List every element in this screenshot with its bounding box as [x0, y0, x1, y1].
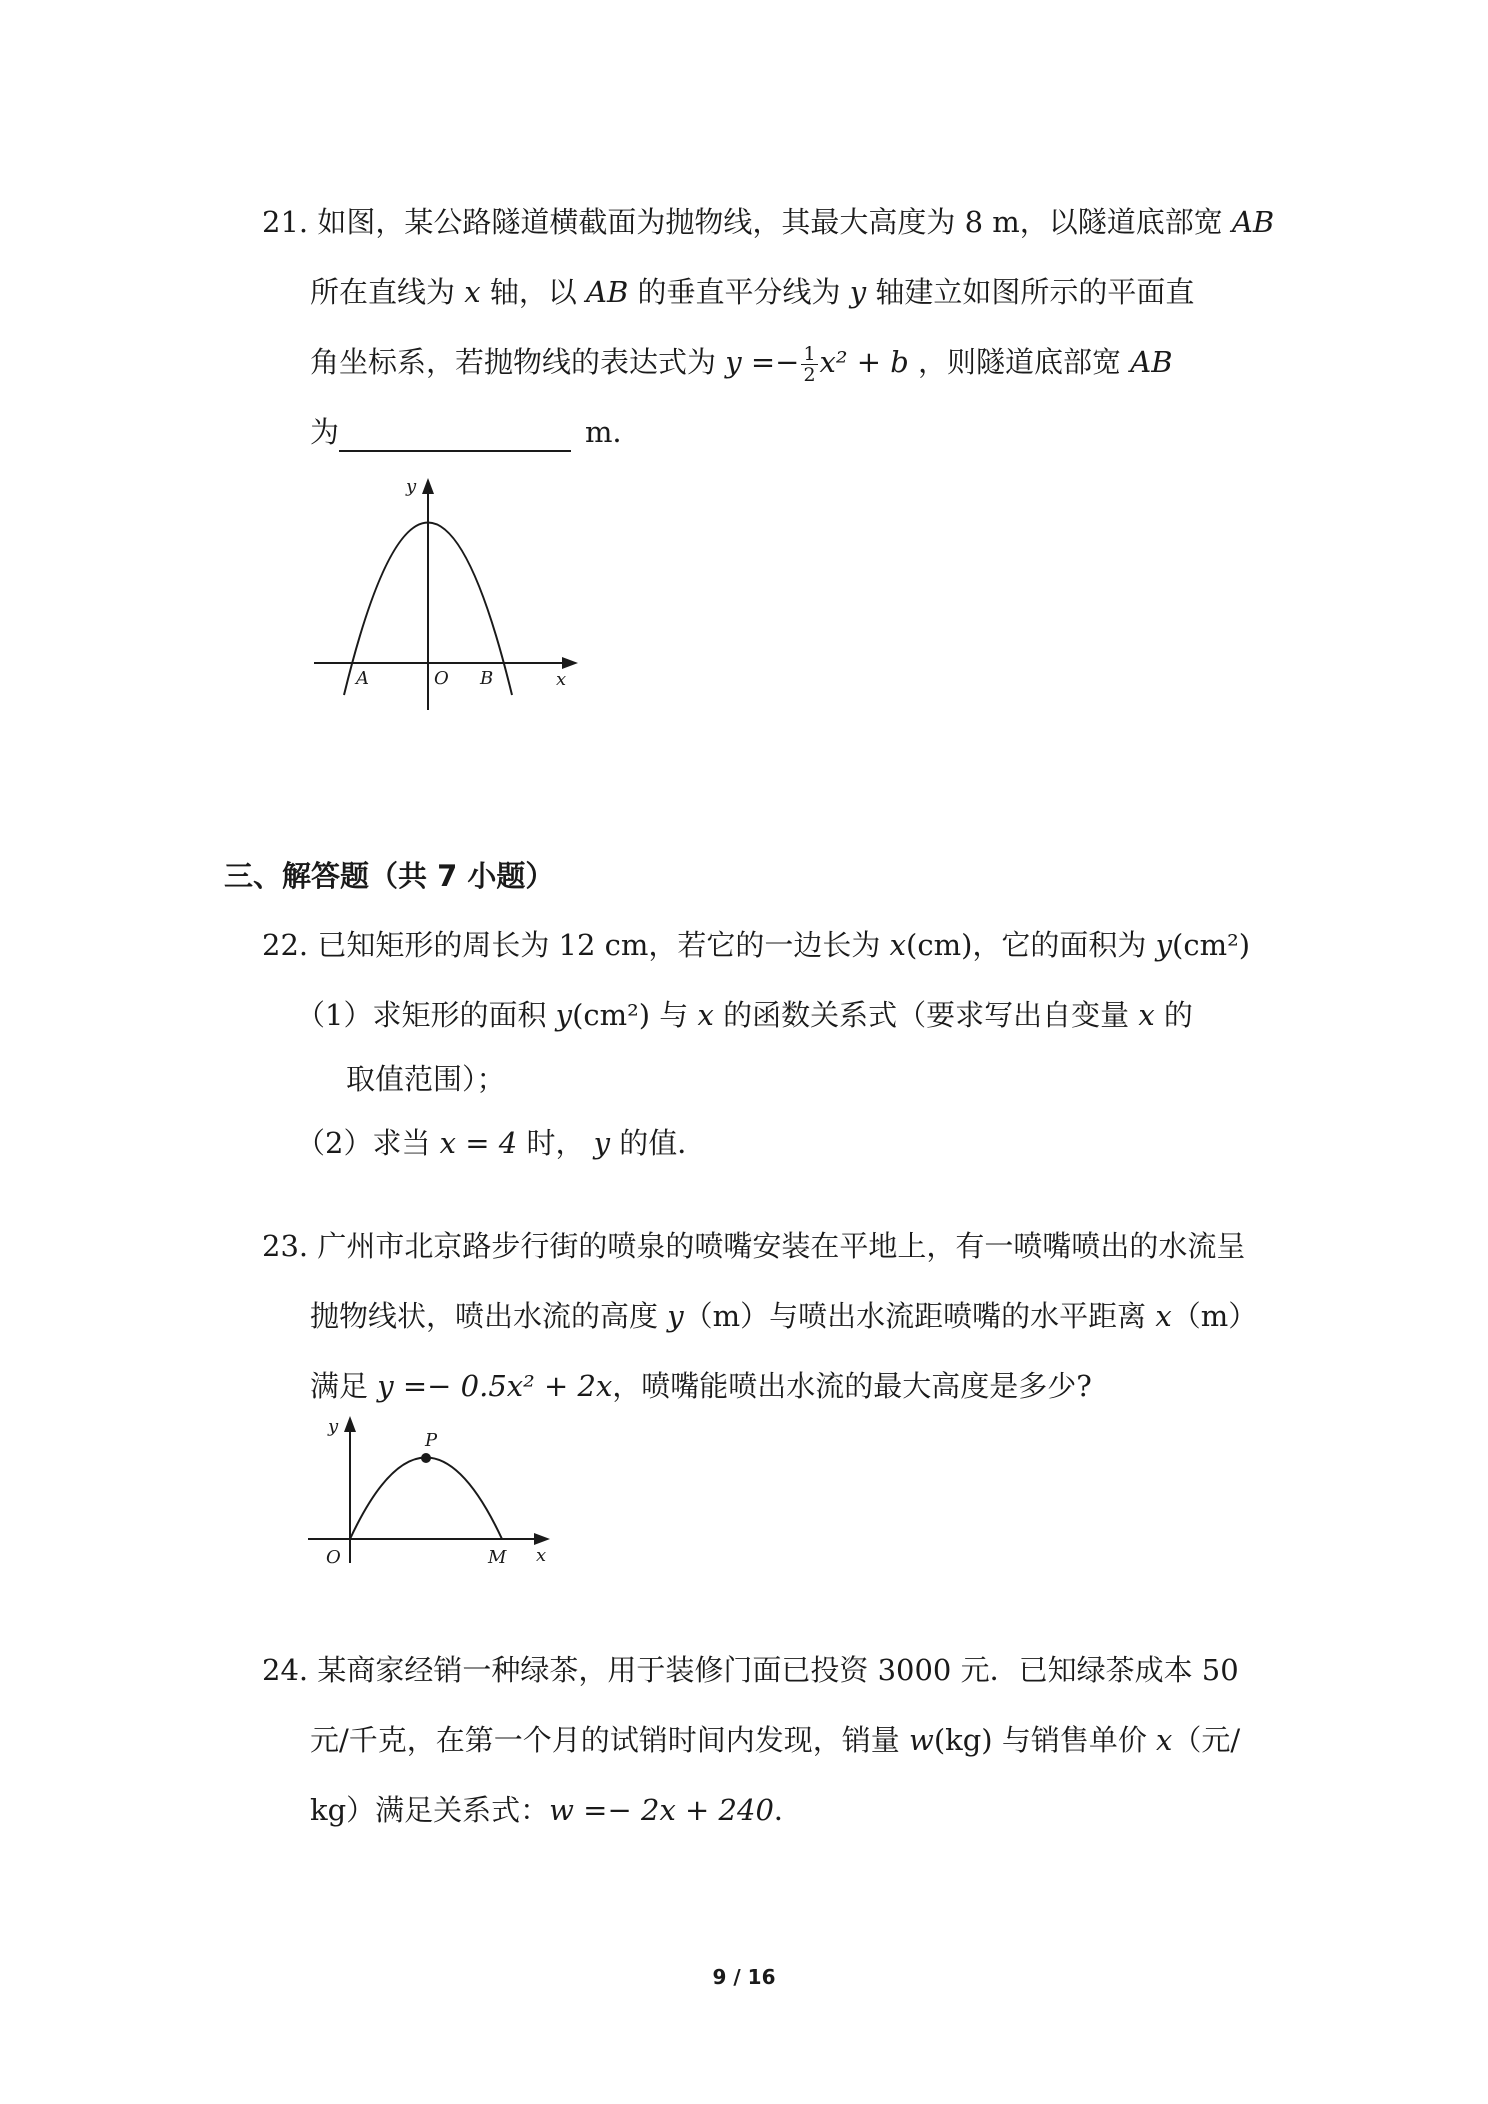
q24-line3: kg）满足关系式：w =− 2x + 240．	[310, 1793, 803, 1827]
q21-line1: 21. 如图，某公路隧道横截面为抛物线，其最大高度为 8 m，以隧道底部宽 AB	[262, 205, 1275, 239]
q23-fig-O-label: O	[326, 1547, 341, 1568]
q21-line2: 所在直线为 x 轴，以 AB 的垂直平分线为 y 轴建立如图所示的平面直	[310, 275, 1195, 309]
q24-number: 24.	[262, 1653, 309, 1687]
q24-line1: 24. 某商家经销一种绿茶，用于装修门面已投资 3000 元．已知绿茶成本 50	[262, 1653, 1239, 1687]
q21-fig-O-label: O	[434, 668, 449, 689]
q21-fig-A-label: A	[356, 668, 369, 689]
q23-fig-x-label: x	[536, 1545, 547, 1566]
q23-line3: 满足 y =− 0.5x² + 2x，喷嘴能喷出水流的最大高度是多少?	[310, 1369, 1092, 1403]
q22-part1: （1）求矩形的面积 y(cm²) 与 x 的函数关系式（要求写出自变量 x 的	[296, 998, 1193, 1032]
q22-number: 22.	[262, 928, 309, 962]
q22-line1: 22. 已知矩形的周长为 12 cm，若它的一边长为 x(cm)，它的面积为 y(cm²)	[262, 928, 1251, 962]
q21-number: 21.	[262, 205, 309, 239]
q21-line4: 为 m．	[310, 412, 642, 452]
section-title: 三、解答题（共 7 小题）	[224, 859, 555, 893]
q23-number: 23.	[262, 1229, 309, 1263]
q23-fig-P-label: P	[425, 1430, 438, 1451]
q21-fig-x-label: x	[556, 669, 567, 690]
q23-line2: 抛物线状，喷出水流的高度 y（m）与喷出水流距喷嘴的水平距离 x（m）	[310, 1299, 1258, 1333]
answer-blank[interactable]	[339, 420, 571, 452]
q21-fig-B-label: B	[480, 668, 494, 689]
q21-fig-y-label: y	[406, 476, 417, 497]
q21-line3: 角坐标系，若抛物线的表达式为 y =− $\frac{1}{2}$ x² + b ，则隧道底部宽 AB	[310, 342, 1173, 386]
q23-fig-y-label: y	[328, 1416, 339, 1437]
q22-part2: （2）求当 x = 4 时， y 的值．	[296, 1126, 707, 1160]
q23-figure	[308, 1408, 558, 1578]
page-number: 9 / 16	[712, 1965, 776, 1989]
q24-line2: 元/千克，在第一个月的试销时间内发现，销量 w(kg) 与销售单价 x（元/	[310, 1723, 1241, 1757]
q23-fig-M-label: M	[488, 1547, 507, 1568]
q21-formula: y =− $\frac{1}{2}$ x² + b	[725, 342, 909, 386]
q22-part1-cont: 取值范围）；	[346, 1062, 506, 1096]
q21-figure	[300, 470, 580, 720]
q23-line1: 23. 广州市北京路步行街的喷泉的喷嘴安装在平地上，有一喷嘴喷出的水流呈	[262, 1229, 1246, 1263]
